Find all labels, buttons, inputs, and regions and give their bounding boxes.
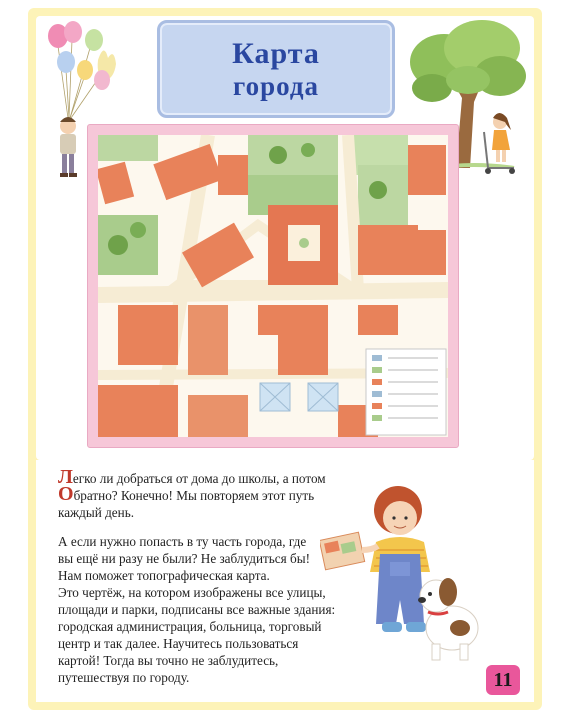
text-line: братно? Конечно! Мы повторяем этот путь xyxy=(73,488,315,503)
dropcap: Л xyxy=(58,466,73,488)
city-map-icon xyxy=(98,135,448,437)
text-line: городская администрация, больница, торговый xyxy=(58,619,322,634)
text-line: картой! Тогда вы точно не заблудитесь, xyxy=(58,653,279,668)
map-frame xyxy=(87,124,459,448)
boy-with-dog-icon xyxy=(320,478,488,670)
text-line: площади и парки, подписаны все важные здания: xyxy=(58,602,336,617)
text-line: каждый день. xyxy=(58,505,135,520)
text-line: Это чертёж, на котором изображены все улицы, xyxy=(58,585,326,600)
city-map xyxy=(98,135,448,437)
page-title-line-1: Карта xyxy=(232,37,320,71)
paragraph-1 xyxy=(58,466,348,521)
text-line: А если нужно попасть в ту часть города, где xyxy=(58,534,307,549)
paragraph-2 xyxy=(58,533,348,686)
text-line: вы ещё ни разу не были? Не заблудиться бы! xyxy=(58,551,310,566)
text-line: путешествуя по городу. xyxy=(58,670,190,685)
page-title-line-2: города xyxy=(233,70,319,101)
dropcap: О xyxy=(58,483,74,505)
text-line: егко ли добраться от дома до школы, а потом xyxy=(72,471,326,486)
title-plaque xyxy=(157,20,395,118)
body-text xyxy=(58,466,348,698)
text-line: Нам поможет топографическая карта. xyxy=(58,568,270,583)
text-line: центр и так далее. Научитесь пользоваться xyxy=(58,636,299,651)
page-number: 11 xyxy=(486,665,520,695)
